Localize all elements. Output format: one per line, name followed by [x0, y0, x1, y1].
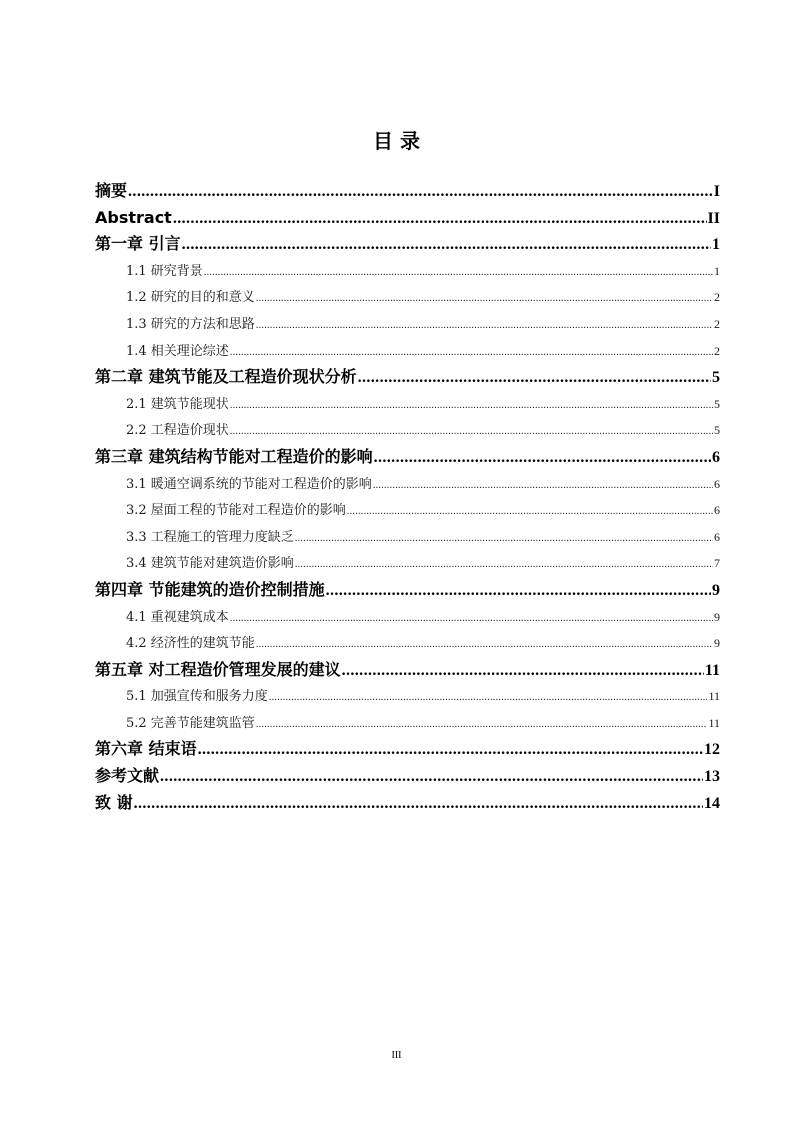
toc-entry-page-number: 2 [714, 343, 720, 358]
toc-entry-page-number: II [707, 209, 720, 227]
toc-entry-label: 1.1 研究背景 [126, 263, 203, 279]
toc-entry-page-number: 5 [712, 369, 720, 387]
footer-page-number: III [391, 1050, 402, 1061]
page-title: 目 录 [373, 129, 420, 153]
toc-entry-label: 1.3 研究的方法和思路 [126, 316, 255, 332]
toc-dot-leader [256, 631, 713, 657]
toc-entry-label: 5.1 加强宣传和服务力度 [126, 689, 268, 705]
toc-dot-leader [230, 339, 713, 365]
toc-entry-page-number: 6 [714, 503, 720, 518]
toc-entry-label: 2.2 工程造价现状 [126, 423, 229, 439]
toc-entry-page-number: 6 [714, 476, 720, 491]
toc-entry-label: 第一章 引言 [95, 234, 181, 254]
toc-entry-page-number: 11 [704, 661, 720, 679]
toc-dot-leader [198, 736, 703, 763]
toc-entry-page-number: 1 [714, 263, 720, 278]
toc-section-entry[interactable] [95, 284, 720, 311]
toc-chapter-entry[interactable] [95, 178, 720, 205]
toc-section-entry[interactable] [95, 417, 720, 444]
toc-dot-leader [256, 285, 713, 311]
toc-entry-page-number: 14 [704, 794, 720, 812]
toc-chapter-entry[interactable] [95, 364, 720, 391]
toc-dot-leader [173, 205, 707, 232]
toc-entry-label: 第四章 节能建筑的造价控制措施 [95, 579, 325, 599]
toc-entry-page-number: 13 [704, 768, 720, 786]
toc-dot-leader [374, 444, 711, 471]
toc-entry-label: 3.4 建筑节能对建筑造价影响 [126, 556, 294, 572]
toc-entry-page-number: 9 [714, 636, 720, 651]
toc-entry-label: 3.3 工程施工的管理力度缺乏 [126, 529, 294, 545]
toc-entry-page-number: 11 [708, 715, 720, 730]
toc-entry-page-number: I [713, 183, 720, 200]
toc-section-entry[interactable] [95, 311, 720, 338]
toc-entry-page-number: 9 [712, 581, 720, 599]
toc-chapter-entry[interactable] [95, 736, 720, 763]
toc-entry-page-number: 5 [714, 396, 720, 411]
toc-entry-page-number: 6 [712, 448, 720, 466]
toc-entry-label: 4.2 经济性的建筑节能 [126, 636, 255, 652]
toc-section-entry[interactable] [95, 497, 720, 524]
toc-entry-label: 致 谢 [95, 792, 133, 812]
toc-entry-label: Abstract [95, 207, 172, 227]
toc-dot-leader [230, 392, 713, 418]
toc-dot-leader [230, 418, 713, 444]
toc-dot-leader [326, 577, 711, 604]
toc-section-entry[interactable] [95, 524, 720, 551]
toc-entry-label: 第三章 建筑结构节能对工程造价的影响 [95, 446, 373, 466]
toc-section-entry[interactable] [95, 710, 720, 737]
toc-section-entry[interactable] [95, 630, 720, 657]
toc-section-entry[interactable] [95, 550, 720, 577]
toc-dot-leader [295, 551, 713, 577]
toc-dot-leader [182, 231, 711, 258]
toc-chapter-entry[interactable] [95, 657, 720, 684]
toc-entry-label: 参考文献 [95, 766, 160, 786]
toc-dot-leader [269, 684, 708, 710]
toc-dot-leader [230, 605, 713, 631]
toc-section-entry[interactable] [95, 338, 720, 365]
toc-entry-page-number: 2 [714, 290, 720, 305]
toc-entry-page-number: 2 [714, 316, 720, 331]
toc-entry-label: 3.2 屋面工程的节能对工程造价的影响 [126, 503, 346, 519]
toc-dot-leader [256, 312, 713, 338]
table-of-contents [95, 178, 720, 816]
toc-entry-label: 4.1 重视建筑成本 [126, 609, 229, 625]
toc-dot-leader [256, 711, 708, 737]
toc-dot-leader [295, 525, 713, 551]
toc-dot-leader [342, 657, 704, 684]
toc-entry-page-number: 9 [714, 609, 720, 624]
toc-section-entry[interactable] [95, 471, 720, 498]
toc-chapter-entry[interactable] [95, 790, 720, 817]
toc-section-entry[interactable] [95, 258, 720, 285]
toc-section-entry[interactable] [95, 604, 720, 631]
toc-entry-label: 5.2 完善节能建筑监管 [126, 715, 255, 731]
toc-chapter-entry[interactable] [95, 444, 720, 471]
toc-entry-label: 3.1 暖通空调系统的节能对工程造价的影响 [126, 476, 372, 492]
toc-chapter-entry[interactable] [95, 231, 720, 258]
toc-entry-page-number: 7 [714, 556, 720, 571]
toc-chapter-entry[interactable] [95, 205, 720, 232]
toc-entry-label: 第五章 对工程造价管理发展的建议 [95, 659, 341, 679]
toc-entry-label: 1.2 研究的目的和意义 [126, 290, 255, 306]
toc-dot-leader [134, 790, 703, 817]
toc-dot-leader [160, 763, 703, 790]
toc-entry-page-number: 11 [708, 689, 720, 704]
toc-entry-label: 第二章 建筑节能及工程造价现状分析 [95, 367, 357, 387]
toc-chapter-entry[interactable] [95, 577, 720, 604]
toc-entry-label: 摘要 [95, 181, 128, 200]
toc-section-entry[interactable] [95, 683, 720, 710]
toc-dot-leader [373, 472, 713, 498]
toc-entry-page-number: 5 [714, 423, 720, 438]
toc-entry-label: 2.1 建筑节能现状 [126, 396, 229, 412]
toc-entry-page-number: 6 [714, 529, 720, 544]
toc-entry-label: 第六章 结束语 [95, 739, 197, 759]
toc-dot-leader [358, 364, 711, 391]
toc-chapter-entry[interactable] [95, 763, 720, 790]
toc-dot-leader [128, 178, 713, 205]
toc-section-entry[interactable] [95, 391, 720, 418]
toc-entry-page-number: 1 [712, 236, 720, 254]
toc-dot-leader [204, 259, 713, 285]
toc-entry-page-number: 12 [704, 741, 720, 759]
toc-dot-leader [347, 498, 713, 524]
toc-entry-label: 1.4 相关理论综述 [126, 343, 229, 359]
